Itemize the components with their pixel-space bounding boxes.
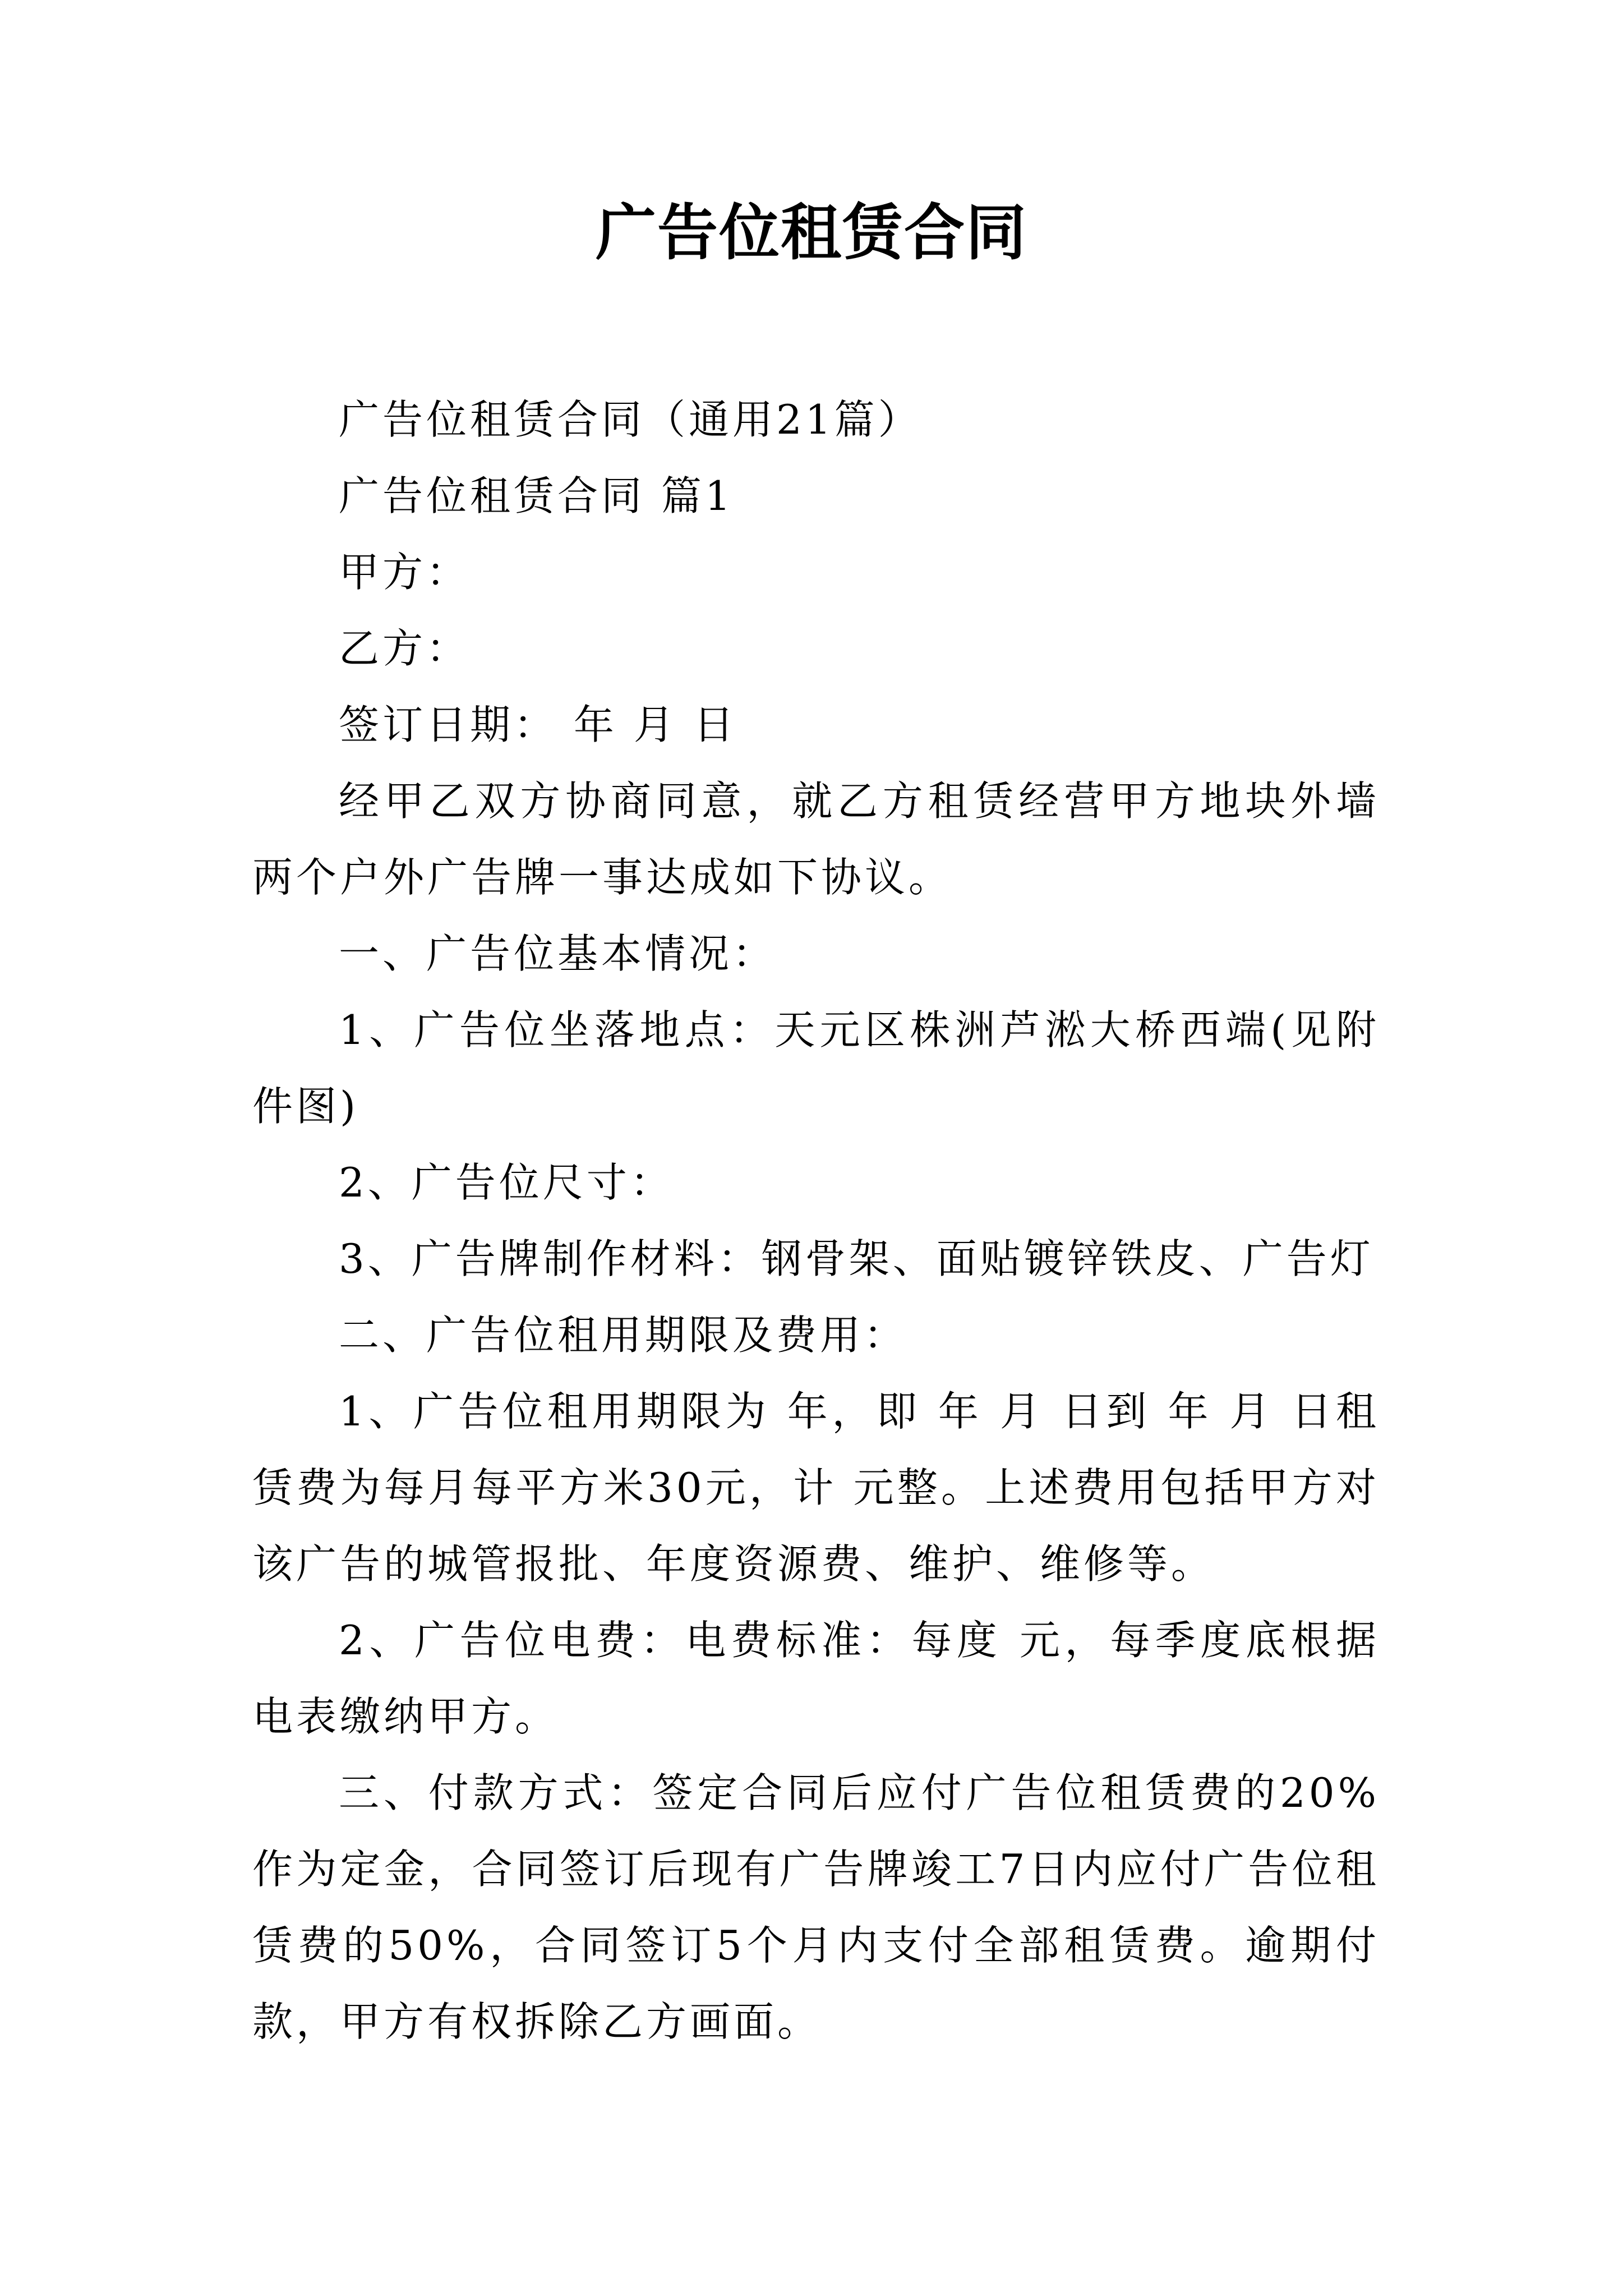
paragraph-materials: 3、广告牌制作材料：钢骨架、面贴镀锌铁皮、广告灯 xyxy=(339,1235,1374,1282)
paragraph-party-b: 乙方： xyxy=(339,625,471,672)
paragraph-location: 1、广告位坐落地点：天元区株洲芦淞大桥西端(见附件图) xyxy=(252,1006,1380,1130)
paragraph-section-heading: 广告位租赁合同 篇1 xyxy=(339,472,734,519)
paragraph-clause-one-heading: 一、广告位基本情况： xyxy=(339,930,777,977)
paragraph-subtitle: 广告位租赁合同（通用21篇） xyxy=(339,396,922,443)
document-body xyxy=(252,381,1380,2060)
document-title: 广告位租赁合同 xyxy=(595,197,1027,268)
paragraph-signing-date: 签订日期： 年 月 日 xyxy=(339,701,737,748)
paragraph-clause-two-heading: 二、广告位租用期限及费用： xyxy=(339,1312,908,1359)
paragraph-size: 2、广告位尺寸： xyxy=(339,1159,674,1206)
paragraph-agreement-intro: 经甲乙双方协商同意，就乙方租赁经营甲方地块外墙两个户外广告牌一事达成如下协议。 xyxy=(252,777,1380,901)
paragraph-electricity: 2、广告位电费：电费标准：每度 元，每季度底根据电表缴纳甲方。 xyxy=(252,1617,1380,1740)
paragraph-party-a: 甲方： xyxy=(339,549,471,596)
paragraph-payment: 三、付款方式：签定合同后应付广告位租赁费的20%作为定金，合同签订后现有广告牌竣工7日内应付广告位租赁费的50%，合同签订5个月内支付全部租赁费。逾期付款，甲方有权拆除乙方画面。 xyxy=(252,1769,1380,2045)
paragraph-rental-term: 1、广告位租用期限为 年，即 年 月 日到 年 月 日租赁费为每月每平方米30元，计 元整。上述费用包括甲方对该广告的城管报批、年度资源费、维护、维修等。 xyxy=(252,1388,1380,1588)
